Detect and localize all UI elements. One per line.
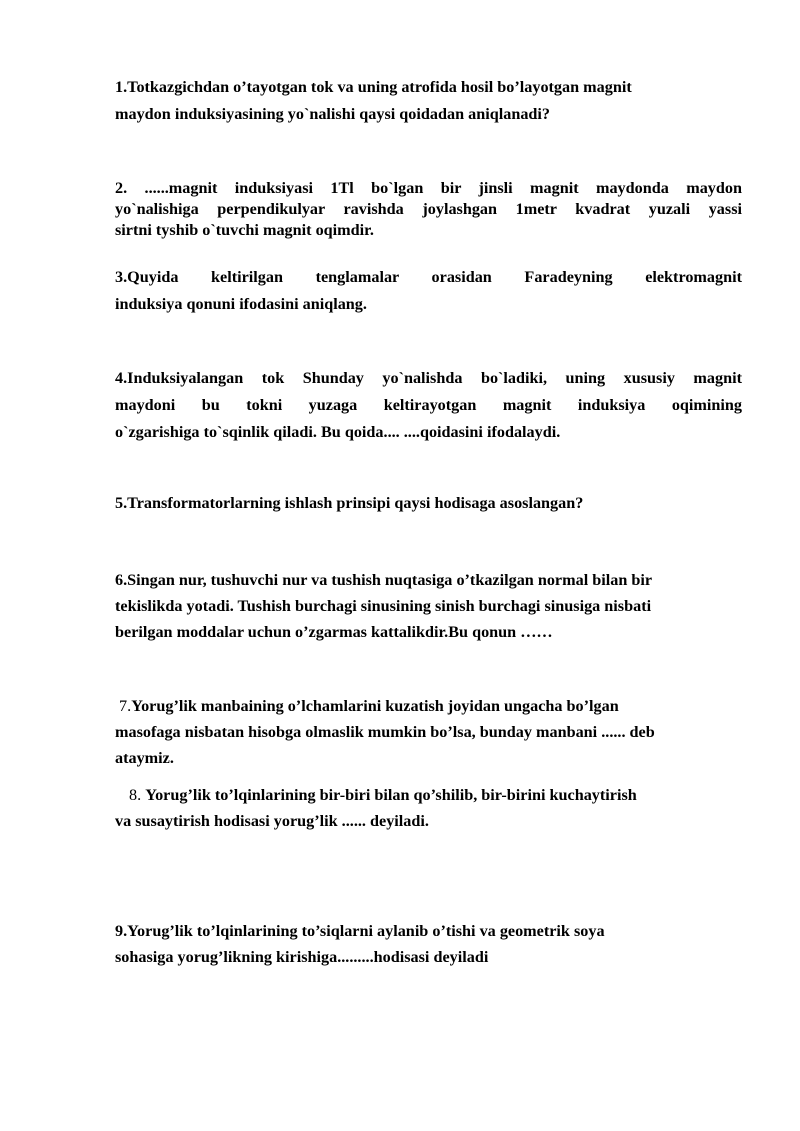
question-7-line-1-text: Yorug’lik manbaining o’lchamlarini kuzatish joyidan ungacha bo’lgan bbox=[131, 697, 619, 715]
question-9-line-2: sohasiga yorug’likning kirishiga.........hodisasi deyiladi bbox=[115, 948, 489, 966]
question-3-line-2: induksiya qonuni ifodasini aniqlang. bbox=[115, 295, 367, 313]
question-7-line-1 bbox=[115, 693, 742, 719]
question-4-line-2: maydoni bu tokni yuzaga keltirayotgan magnit induksiya oqimining bbox=[115, 396, 742, 414]
question-5-line-1: 5.Transformatorlarning ishlash prinsipi qaysi hodisaga asoslangan? bbox=[115, 494, 584, 512]
question-9-line-1: 9.Yorug’lik to’lqinlarining to’siqlarni aylanib o’tishi va geometrik soya bbox=[115, 922, 605, 940]
question-8-number: 8. bbox=[129, 786, 146, 804]
question-1 bbox=[115, 74, 742, 128]
question-3 bbox=[115, 264, 742, 318]
question-2-line-3: sirtni tyshib o`tuvchi magnit oqimdir. bbox=[115, 221, 374, 239]
question-2 bbox=[115, 178, 742, 241]
question-8-line-1-text: Yorug’lik to’lqinlarining bir-biri bilan qo’shilib, bir-birini kuchaytirish bbox=[145, 786, 637, 804]
question-8 bbox=[115, 782, 742, 834]
question-4-line-1: 4.Induksiyalangan tok Shunday yo`nalishda bo`ladiki, uning xususiy magnit bbox=[115, 369, 742, 387]
question-6-line-3: berilgan moddalar uchun o’zgarmas kattalikdir.Bu qonun …… bbox=[115, 623, 553, 641]
question-9 bbox=[115, 918, 742, 970]
question-2-line-1: 2. ......magnit induksiyasi 1Tl bo`lgan bir jinsli magnit maydonda maydon bbox=[115, 179, 742, 197]
question-7-line-3: ataymiz. bbox=[115, 749, 174, 767]
question-7-number: 7. bbox=[115, 697, 132, 715]
question-6-line-1: 6.Singan nur, tushuvchi nur va tushish nuqtasiga o’tkazilgan normal bilan bir bbox=[115, 571, 653, 589]
question-8-line-2: va susaytirish hodisasi yorug’lik ...... deyiladi. bbox=[115, 812, 429, 830]
question-6-line-2: tekislikda yotadi. Tushish burchagi sinusining sinish burchagi sinusiga nisbati bbox=[115, 597, 652, 615]
question-4-line-3: o`zgarishiga to`sqinlik qiladi. Bu qoida.... ....qoidasini ifodalaydi. bbox=[115, 423, 561, 441]
question-1-line-2: maydon induksiyasining yo`nalishi qaysi qoidadan aniqlanadi? bbox=[115, 105, 551, 123]
question-1-line-1: 1.Totkazgichdan o’tayotgan tok va uning atrofida hosil bo’layotgan magnit bbox=[115, 78, 632, 96]
question-2-line-2: yo`nalishiga perpendikulyar ravishda joylashgan 1metr kvadrat yuzali yassi bbox=[115, 200, 742, 218]
question-6 bbox=[115, 567, 742, 645]
question-8-line-1 bbox=[115, 782, 742, 808]
question-7 bbox=[115, 693, 742, 771]
question-7-line-2: masofaga nisbatan hisobga olmaslik mumkin bo’lsa, bunday manbani ...... deb bbox=[115, 723, 655, 741]
question-5 bbox=[115, 491, 742, 516]
question-4 bbox=[115, 365, 742, 446]
question-3-line-1: 3.Quyida keltirilgan tenglamalar orasidan Faradeyning elektromagnit bbox=[115, 268, 742, 286]
